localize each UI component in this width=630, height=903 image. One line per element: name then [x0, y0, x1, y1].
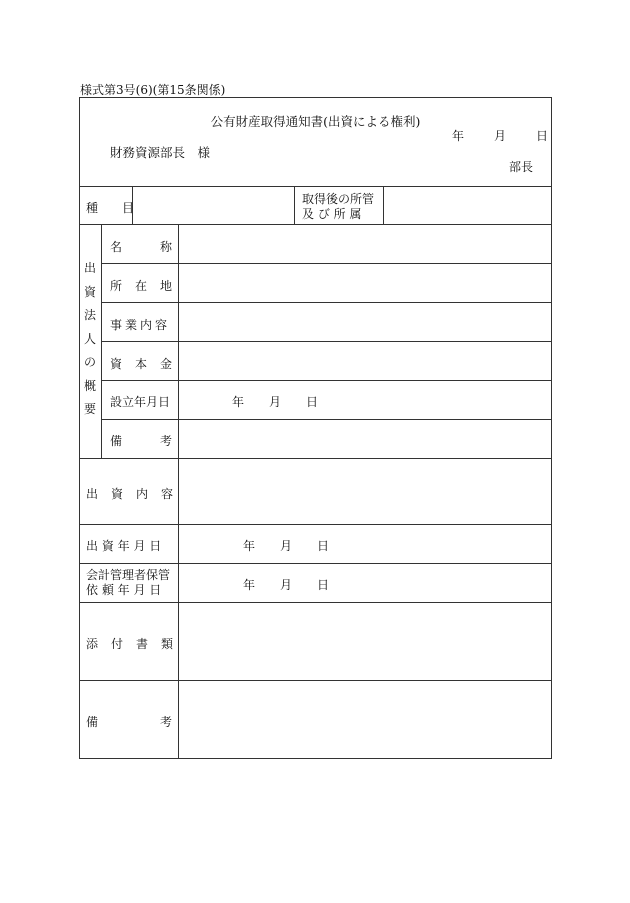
capital-label [110, 355, 172, 372]
location-label [110, 277, 172, 294]
bottom-remarks-right: 考 [160, 715, 173, 729]
content-char: 内 [136, 487, 149, 501]
remarks-label-left: 備 [110, 434, 123, 448]
divider [383, 186, 384, 224]
date-day: 日 [317, 539, 330, 553]
content-char: 出 [86, 487, 99, 501]
custody-request-label [86, 568, 170, 598]
divider [101, 380, 552, 381]
capital-char: 資 [110, 357, 123, 371]
content-char: 資 [111, 487, 124, 501]
investee-char: 人 [83, 331, 96, 346]
investee-char: 要 [83, 402, 96, 416]
custody-request-date [243, 576, 329, 593]
bottom-remarks-left: 備 [86, 715, 99, 729]
divider [178, 224, 179, 759]
attach-char: 類 [161, 637, 174, 651]
investment-date-label: 出 資 年 月 日 [86, 539, 162, 553]
category-label: 種 目 [86, 201, 135, 215]
location-char: 在 [135, 279, 148, 293]
custody-label-line1: 会計管理者保管 [86, 568, 171, 582]
attach-char: 添 [86, 637, 99, 651]
investment-date [243, 537, 329, 554]
content-char: 容 [161, 487, 174, 501]
divider [79, 186, 552, 187]
department-label-line1: 取得後の所管 [302, 192, 375, 206]
divider [79, 224, 552, 225]
divider [79, 602, 552, 603]
date-year: 年 [243, 539, 256, 553]
header-day: 日 [536, 129, 549, 143]
name-label-left: 名 [110, 240, 123, 254]
date-year: 年 [232, 395, 245, 409]
divider [79, 680, 552, 681]
addressee: 財務資源部長 様 [110, 145, 211, 160]
name-label-right: 称 [160, 240, 173, 254]
investee-char: 資 [83, 284, 96, 299]
department-label [302, 192, 374, 222]
business-label: 事業内容 [110, 318, 171, 332]
sender-department: 部長 [509, 160, 534, 174]
header-month: 月 [494, 129, 507, 143]
header-date [452, 127, 548, 144]
form-number: 様式第3号(6)(第15条関係) [80, 83, 226, 97]
established-label: 設立年月日 [110, 395, 171, 409]
investee-char: 概 [83, 378, 96, 393]
established-date [232, 393, 318, 410]
date-day: 日 [306, 395, 319, 409]
divider [101, 263, 552, 264]
investee-summary-label [82, 262, 98, 427]
investee-char: の [83, 355, 96, 369]
date-month: 月 [280, 539, 293, 553]
divider [79, 458, 552, 459]
attachments-label [86, 635, 173, 652]
header-year: 年 [452, 129, 465, 143]
location-char: 地 [160, 279, 173, 293]
remarks-label-right: 考 [160, 434, 173, 448]
attach-char: 書 [136, 637, 149, 651]
divider [79, 563, 552, 564]
location-char: 所 [110, 279, 123, 293]
divider [79, 524, 552, 525]
divider [101, 224, 102, 458]
department-label-line2: 及 び 所 属 [302, 207, 362, 221]
divider [101, 419, 552, 420]
capital-char: 本 [135, 357, 148, 371]
date-month: 月 [269, 395, 282, 409]
date-year: 年 [243, 578, 256, 592]
date-day: 日 [317, 578, 330, 592]
divider [294, 186, 295, 224]
page-title: 公有財産取得通知書(出資による権利) [210, 114, 421, 129]
custody-label-line2: 依 頼 年 月 日 [86, 583, 162, 597]
date-month: 月 [280, 578, 293, 592]
investment-content-label [86, 485, 173, 502]
divider [101, 341, 552, 342]
attach-char: 付 [111, 637, 124, 651]
divider [101, 302, 552, 303]
capital-char: 金 [160, 357, 173, 371]
investee-char: 出 [83, 261, 96, 275]
investee-char: 法 [83, 308, 96, 322]
